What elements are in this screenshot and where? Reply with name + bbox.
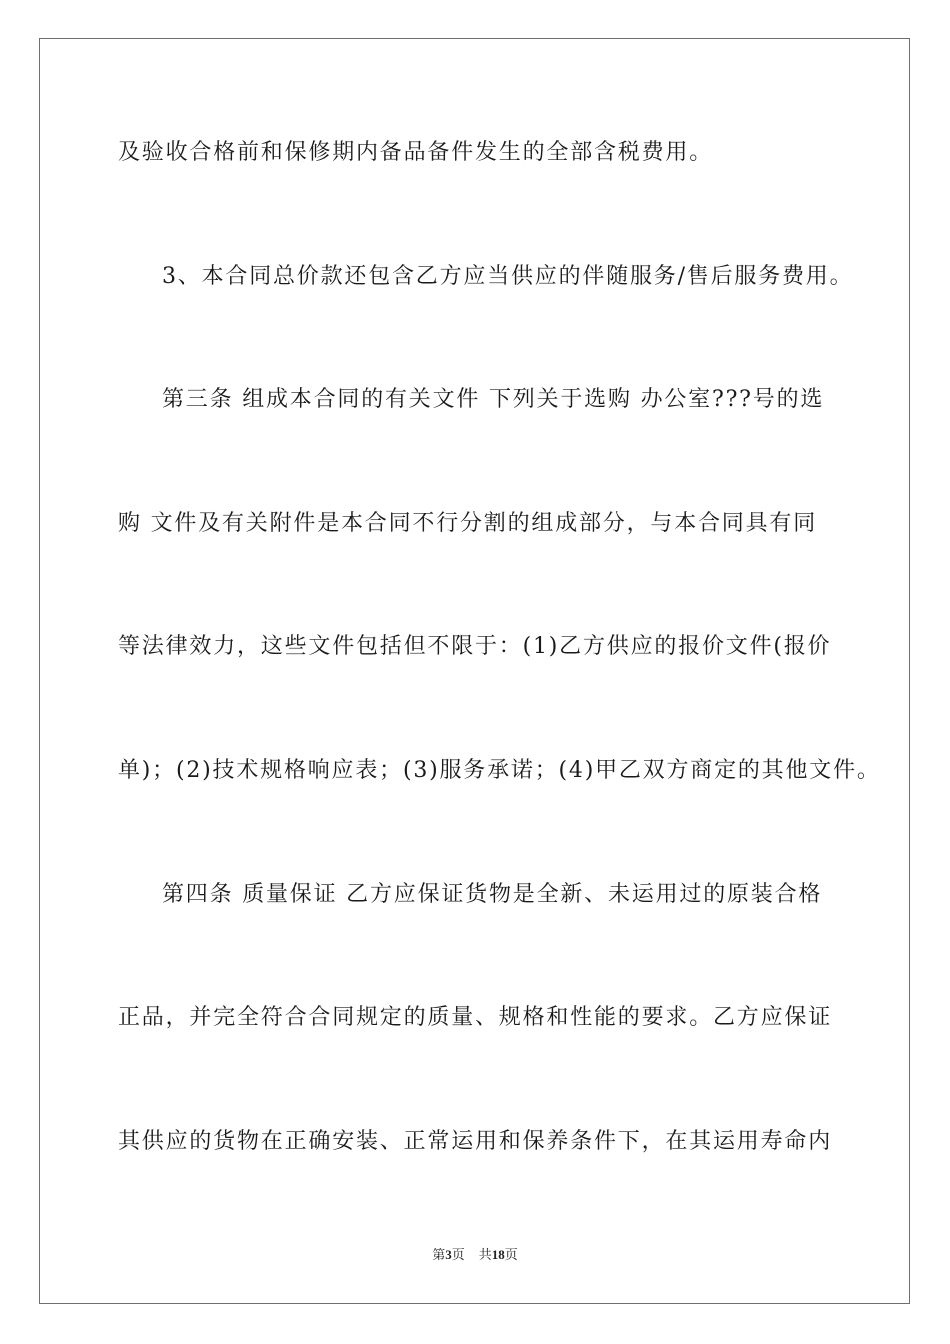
body-line-6: 单)；(2)技术规格响应表；(3)服务承诺；(4)甲乙双方商定的其他文件。 xyxy=(118,758,881,783)
body-line-4: 购 文件及有关附件是本合同不行分割的组成部分，与本合同具有同 xyxy=(118,511,817,536)
body-line-3: 第三条 组成本合同的有关文件 下列关于选购 办公室???号的选 xyxy=(162,387,825,412)
page-number: 3 xyxy=(445,1247,452,1262)
body-line-2: 3、本合同总价款还包含乙方应当供应的伴随服务/售后服务费用。 xyxy=(162,264,854,289)
body-line-1: 及验收合格前和保修期内备品备件发生的全部含税费用。 xyxy=(118,140,714,165)
body-line-7: 第四条 质量保证 乙方应保证货物是全新、未运用过的原装合格 xyxy=(162,882,823,907)
page-suffix: 页 xyxy=(451,1247,465,1262)
body-line-9: 其供应的货物在正确安装、正常运用和保养条件下，在其运用寿命内 xyxy=(118,1129,833,1154)
page-footer xyxy=(0,1246,950,1264)
total-prefix: 共 xyxy=(478,1247,492,1262)
page-prefix: 第 xyxy=(432,1247,446,1262)
total-suffix: 页 xyxy=(504,1247,518,1262)
body-line-8: 正品，并完全符合合同规定的质量、规格和性能的要求。乙方应保证 xyxy=(118,1005,833,1030)
body-line-5: 等法律效力，这些文件包括但不限于：(1)乙方供应的报价文件(报价 xyxy=(118,634,832,659)
total-pages: 18 xyxy=(491,1247,505,1262)
page-border xyxy=(39,38,910,1304)
